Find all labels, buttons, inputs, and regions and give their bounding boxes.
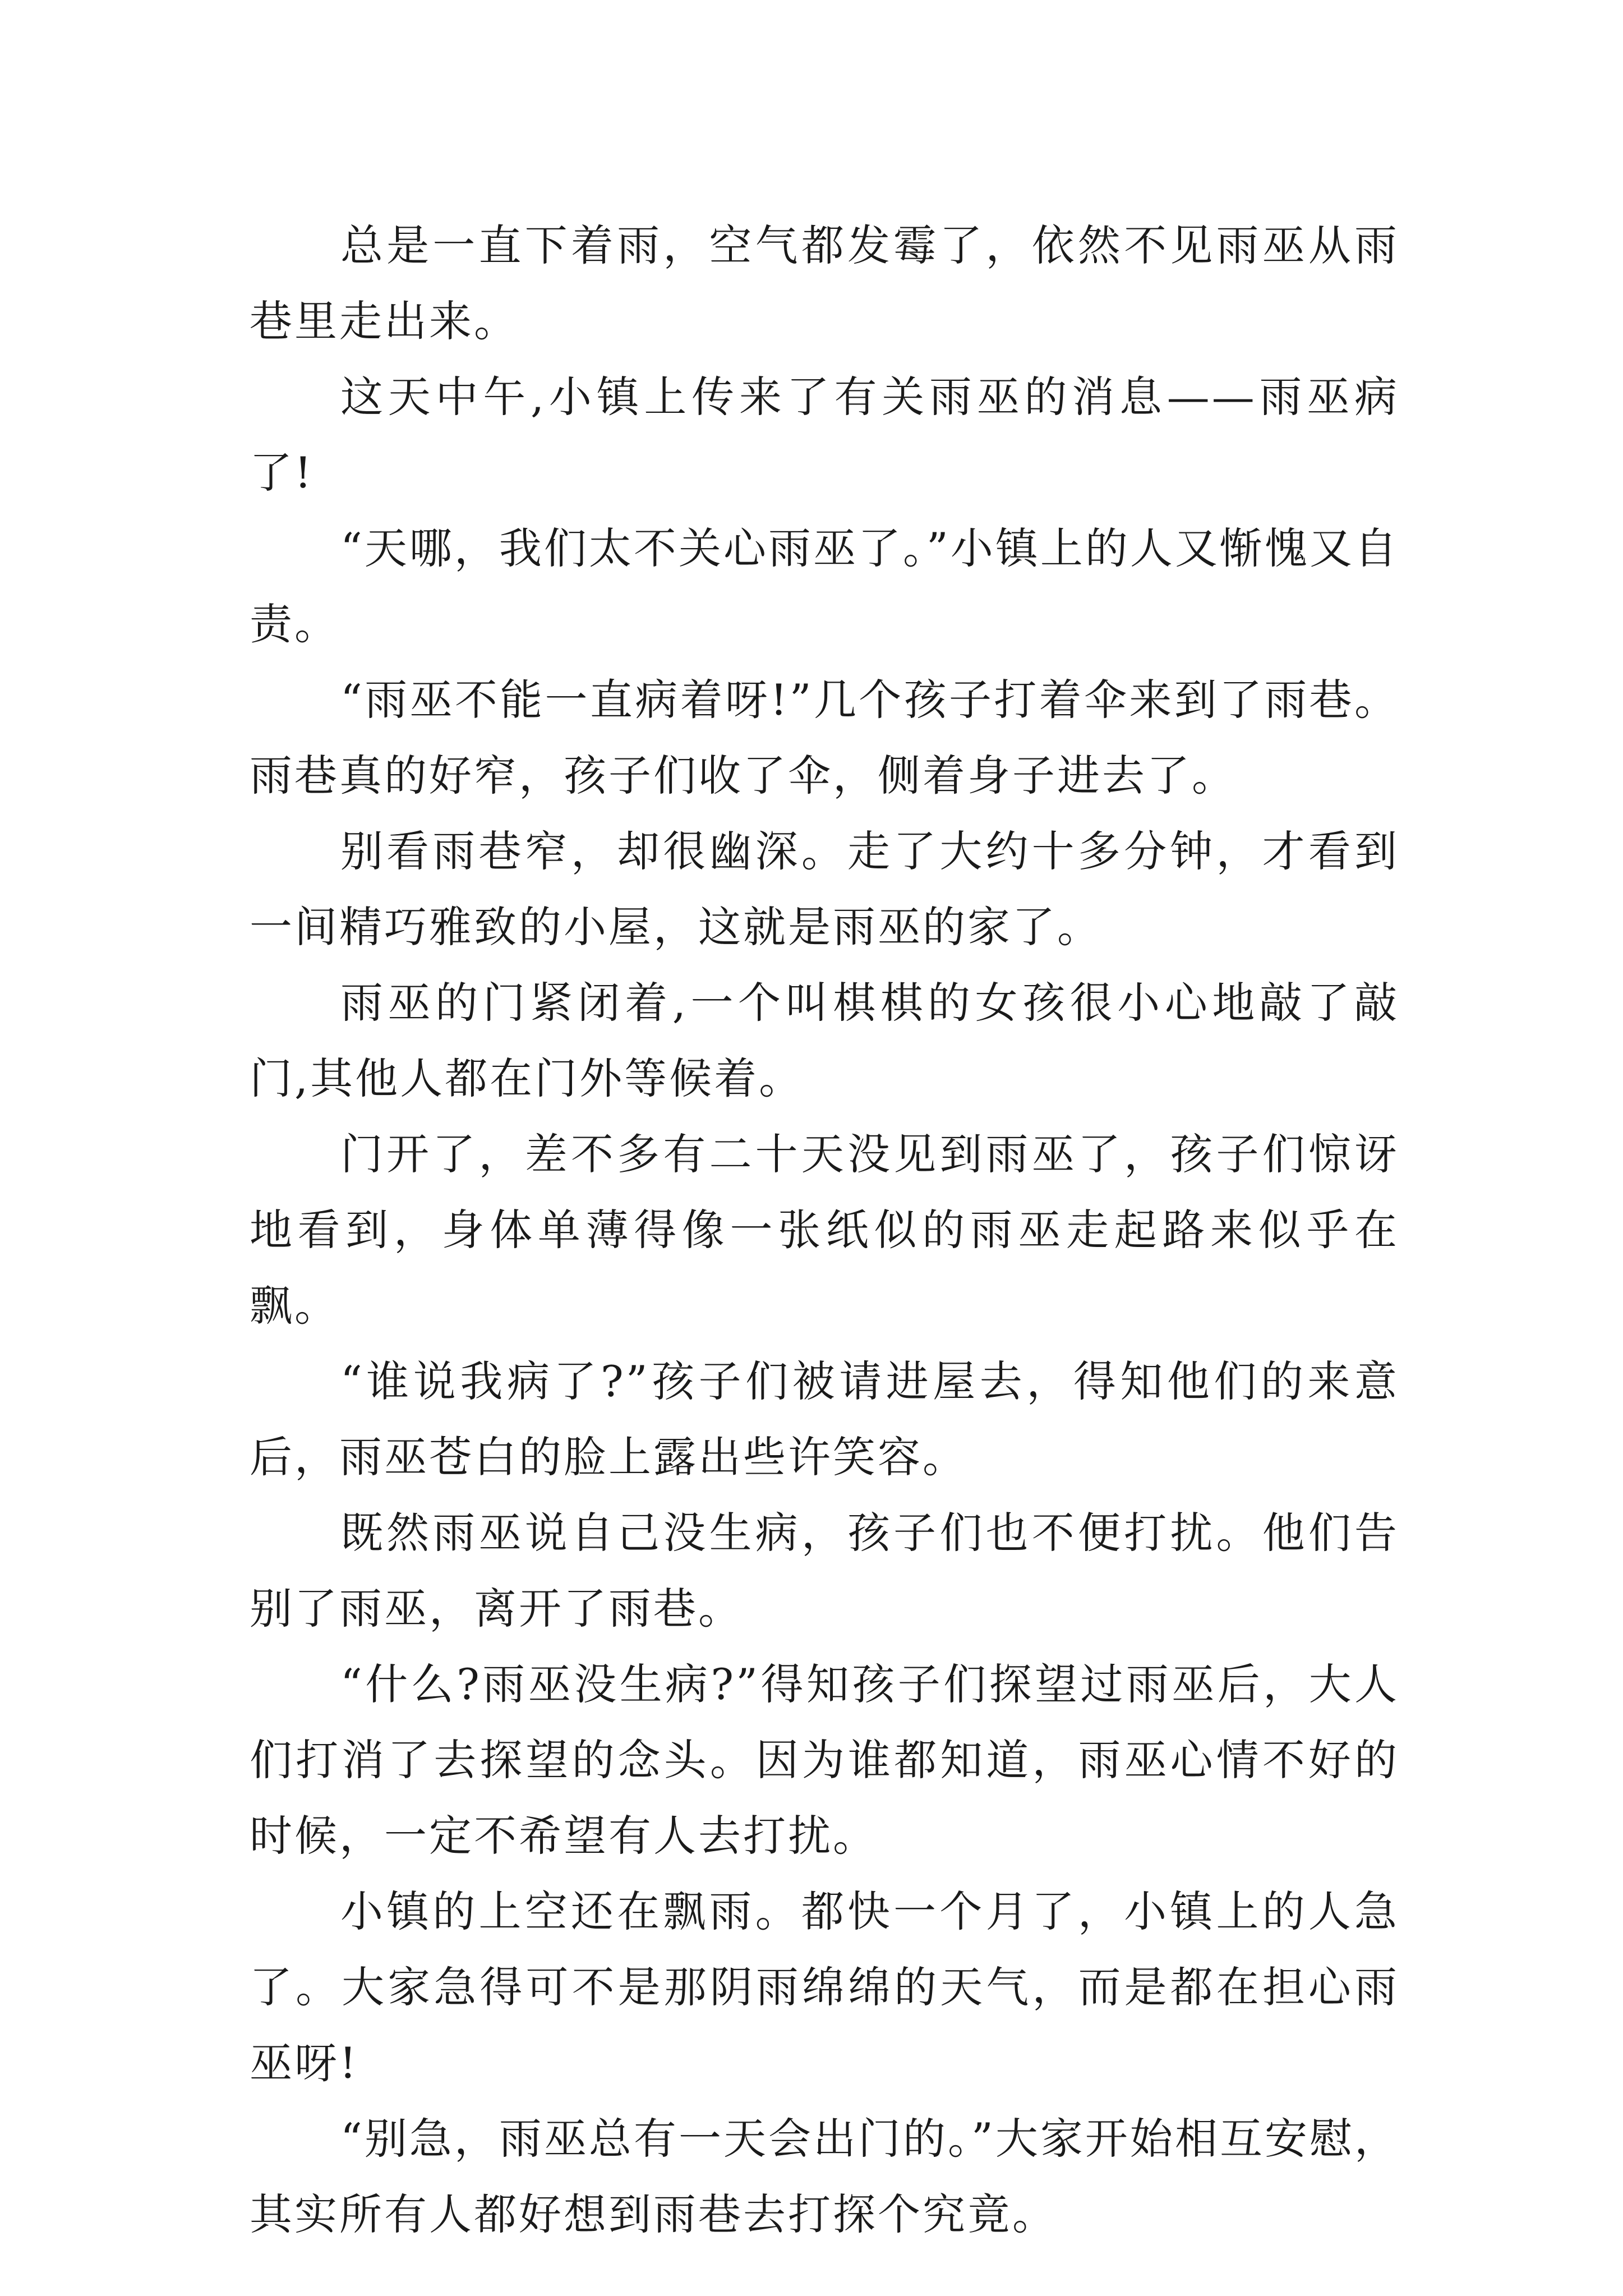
paragraph: “天哪，我们太不关心雨巫了。”小镇上的人又惭愧又自责。 <box>250 523 1399 649</box>
paragraph: 门开了，差不多有二十天没见到雨巫了，孩子们惊讶地看到，身体单薄得像一张纸似的雨巫走起路来似乎在飘。 <box>250 1129 1399 1331</box>
paragraph: “别急，雨巫总有一天会出门的。”大家开始相互安慰，其实所有人都好想到雨巷去打探个究竟。 <box>250 2114 1399 2239</box>
paragraph: 总是一直下着雨，空气都发霉了，依然不见雨巫从雨巷里走出来。 <box>250 220 1399 346</box>
story-text <box>250 208 1399 2252</box>
paragraph: 这天中午,小镇上传来了有关雨巫的消息——雨巫病了! <box>250 372 1399 498</box>
paragraph: 别看雨巷窄，却很幽深。走了大约十多分钟，才看到一间精巧雅致的小屋，这就是雨巫的家了。 <box>250 826 1399 952</box>
paragraph: “谁说我病了?”孩子们被请进屋去，得知他们的来意后，雨巫苍白的脸上露出些许笑容。 <box>250 1356 1399 1482</box>
paragraph: 雨巫的门紧闭着,一个叫棋棋的女孩很小心地敲了敲门,其他人都在门外等候着。 <box>250 978 1399 1103</box>
paragraph: “雨巫不能一直病着呀!”几个孩子打着伞来到了雨巷。雨巷真的好窄，孩子们收了伞，侧着身子进去了。 <box>250 675 1399 800</box>
paragraph: 既然雨巫说自己没生病，孩子们也不便打扰。他们告别了雨巫，离开了雨巷。 <box>250 1508 1399 1634</box>
paragraph: 小镇的上空还在飘雨。都快一个月了，小镇上的人急了。大家急得可不是那阴雨绵绵的天气，而是都在担心雨巫呀! <box>250 1887 1399 2088</box>
paragraph: “什么?雨巫没生病?”得知孩子们探望过雨巫后，大人们打消了去探望的念头。因为谁都知道，雨巫心情不好的时候，一定不希望有人去打扰。 <box>250 1659 1399 1861</box>
